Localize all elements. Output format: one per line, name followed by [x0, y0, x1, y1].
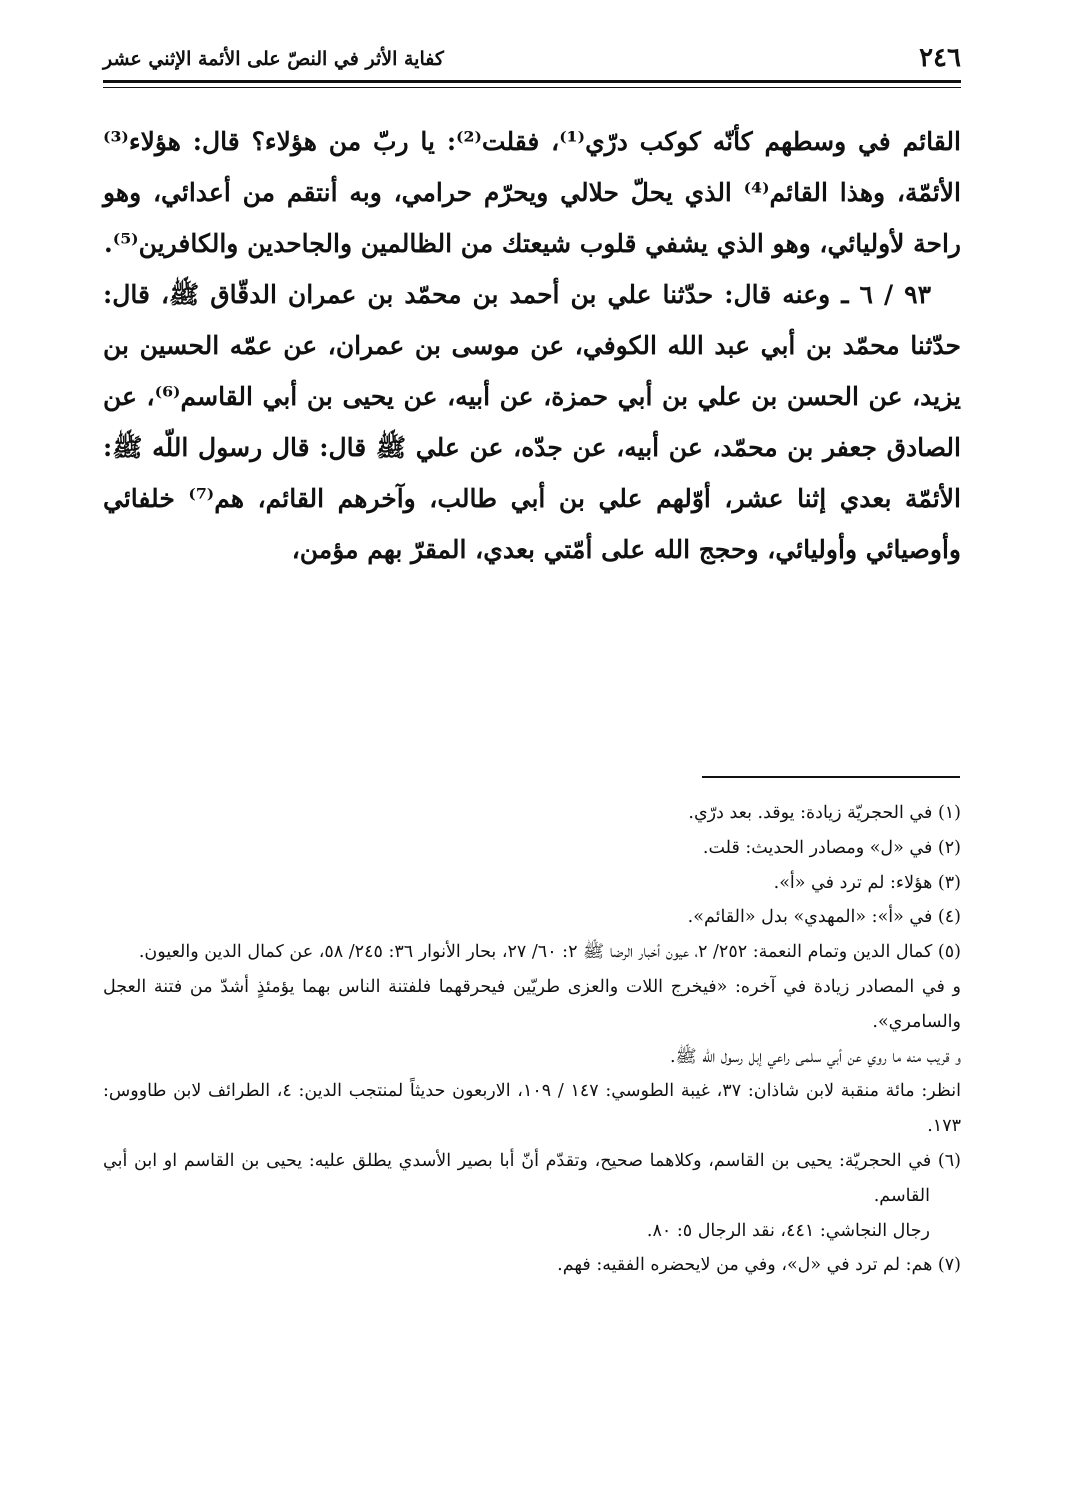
footnote-7: (٧) هم: لم ترد في «ل»، وفي من لايحضره الفقيه: فهم.: [557, 1255, 961, 1276]
footnotes: [103, 796, 961, 1283]
footnote-6-sources: رجال النجاشي: ٤٤١، نقد الرجال ٥: ٨٠.: [646, 1220, 930, 1241]
footnote-5: (٥) كمال الدين وتمام النعمة: ٢٥٢/ ٢، عيون أخبار الرضا ﷺ ٢: ٦٠/ ٢٧، بحار الأنوار ٣٦: ٢٤٥/ ٥٨، عن كمال الدين والعيون.: [138, 942, 961, 963]
paragraph-hadith-93: ٩٣ / ٦ ـ وعنه قال: حدّثنا علي بن أحمد بن محمّد بن عمران الدقّاق ﷺ، قال: حدّثنا محمّد بن أبي عبد الله الكوفي، عن موسى بن عمران، عن عمّه الحسين بن يزيد، عن الحسن بن علي بن أبي حمزة، عن أبيه، عن يحيى بن أبي القاسم⁽⁶⁾، عن الصادق جعفر بن محمّد، عن أبيه، عن جدّه، عن علي ﷺ قال: قال رسول اللّه ﷺ: الأئمّة بعدي إثنا عشر، أوّلهم علي بن أبي طالب، وآخرهم القائم، هم⁽⁷⁾ خلفائي وأوصيائي وأوليائي، وحجج الله على أمّتي بعدي، المقرّ بهم مؤمن،: [103, 280, 961, 564]
header-rule-thin: [103, 87, 961, 88]
running-title: كفاية الأثر في النصّ على الأئمة الإثني عشر: [103, 48, 444, 70]
main-text: [103, 116, 961, 575]
header-rule-thick: [103, 80, 961, 83]
footnote-5-addition: و في المصادر زيادة في آخره: «فيخرج اللات والعزى طريّين فيحرقهما فلفتنة الناس بهما يؤمئذٍ أشدّ من فتنة العجل والسامري».: [103, 976, 961, 1032]
footnote-6: (٦) في الحجريّة: يحيى بن القاسم، وكلاهما صحيح، وتقدّم أنّ أبا بصير الأسدي يطلق عليه: يحيى بن القاسم او ابن أبي القاسم.: [103, 1150, 961, 1206]
footnote-5-sources: انظر: مائة منقبة لابن شاذان: ٣٧، غيبة الطوسي: ١٤٧ / ١٠٩، الاربعون حديثاً لمنتجب الدين: ٤، الطرائف لابن طاووس: ١٧٣.: [103, 1081, 961, 1137]
page-header: [103, 38, 961, 78]
footnote-4: (٤) في «أ»: «المهدي» بدل «القائم».: [687, 907, 961, 928]
footnote-3: (٣) هؤلاء: لم ترد في «أ».: [773, 872, 961, 893]
paragraph-1: القائم في وسطهم كأنّه كوكب درّي⁽¹⁾، فقلت⁽²⁾: يا ربّ من هؤلاء؟ قال: هؤلاء⁽³⁾ الأئمّة، وهذا القائم⁽⁴⁾ الذي يحلّ حلالي ويحرّم حرامي، وبه أنتقم من أعدائي، وهو راحة لأوليائي، وهو الذي يشفي قلوب شيعتك من الظالمين والجاحدين والكافرين⁽⁵⁾.: [103, 127, 961, 258]
footnote-2: (٢) في «ل» ومصادر الحديث: قلت.: [702, 837, 961, 858]
footnote-5-related: و قريب منه ما روي عن أبي سلمى راعي إبل رسول اللّه ﷺ.: [669, 1046, 961, 1067]
footnote-1: (١) في الحجريّة زيادة: يوقد. بعد درّي.: [688, 803, 961, 823]
footnote-separator: [702, 776, 960, 778]
page-number: ٢٤٦: [919, 43, 961, 73]
